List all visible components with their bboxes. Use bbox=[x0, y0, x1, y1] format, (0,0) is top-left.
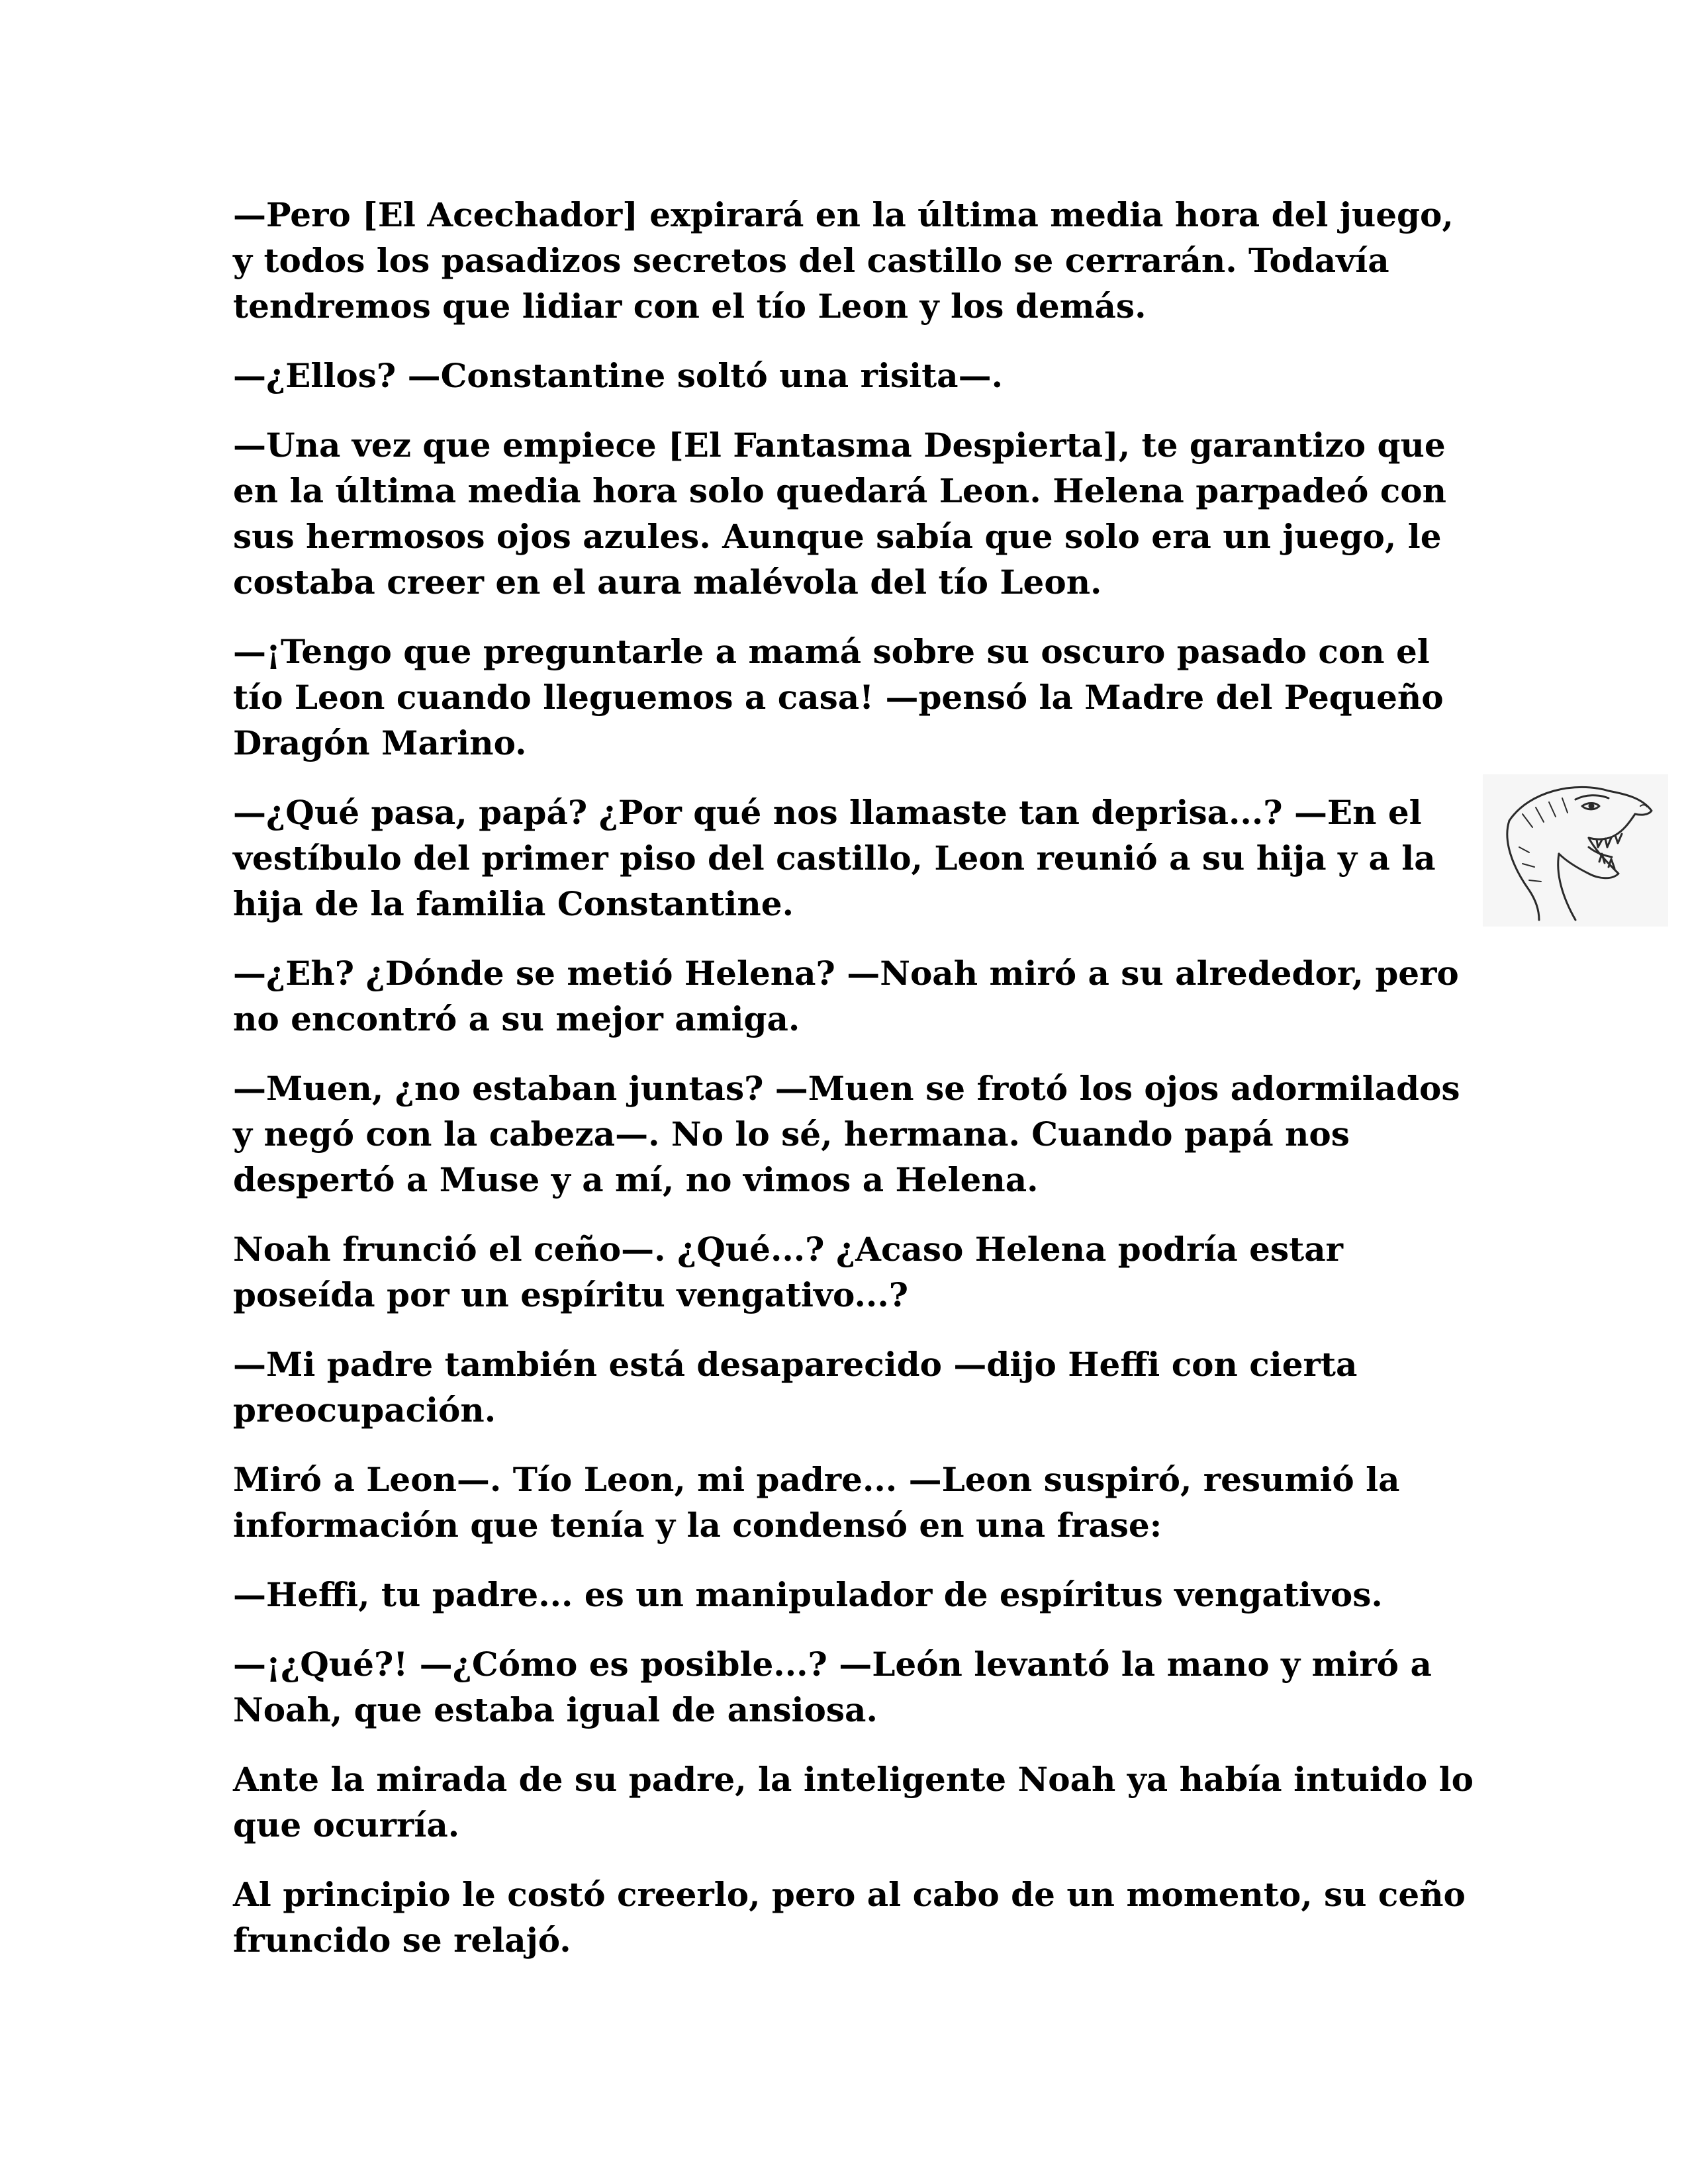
paragraph: Al principio le costó creerlo, pero al cabo de un momento, su ceño fruncido se relajó. bbox=[233, 1875, 1466, 1960]
paragraph: —Una vez que empiece [El Fantasma Despierta], te garantizo que en la última media hora solo quedará Leon. Helena parpadeó con sus hermosos ojos azules. Aunque sabía que solo era un juego, le costaba creer en el aura malévola del tío Leon. bbox=[233, 426, 1446, 602]
paragraph: —¿Qué pasa, papá? ¿Por qué nos llamaste tan deprisa...? —En el vestíbulo del primer piso del castillo, Leon reunió a su hija y a la hija de la familia Constantine. bbox=[233, 793, 1436, 923]
dragon-sketch-icon bbox=[1483, 774, 1668, 927]
paragraph: —¡¿Qué?! —¿Cómo es posible...? —León levantó la mano y miró a Noah, que estaba igual de ansiosa. bbox=[233, 1645, 1432, 1729]
paragraph: —¡Tengo que preguntarle a mamá sobre su oscuro pasado con el tío Leon cuando lleguemos a casa! —pensó la Madre del Pequeño Dragón Marino. bbox=[233, 632, 1444, 762]
paragraph: —Mi padre también está desaparecido —dijo Heffi con cierta preocupación. bbox=[233, 1345, 1358, 1430]
paragraph: —Muen, ¿no estaban juntas? —Muen se frotó los ojos adormilados y negó con la cabeza—. No lo sé, hermana. Cuando papá nos despertó a Muse y a mí, no vimos a Helena. bbox=[233, 1069, 1460, 1199]
paragraph: —¿Ellos? —Constantine soltó una risita—. bbox=[233, 356, 1003, 395]
story-text bbox=[233, 192, 1477, 1987]
paragraph: Miró a Leon—. Tío Leon, mi padre... —Leon suspiró, resumió la información que tenía y la condensó en una frase: bbox=[233, 1460, 1400, 1545]
paragraph: Noah frunció el ceño—. ¿Qué...? ¿Acaso Helena podría estar poseída por un espíritu vengativo...? bbox=[233, 1230, 1343, 1314]
paragraph: —Pero [El Acechador] expirará en la última media hora del juego, y todos los pasadizos secretos del castillo se cerrarán. Todavía tendremos que lidiar con el tío Leon y los demás. bbox=[233, 195, 1454, 326]
paragraph: Ante la mirada de su padre, la inteligente Noah ya había intuido lo que ocurría. bbox=[233, 1760, 1474, 1844]
paragraph: —¿Eh? ¿Dónde se metió Helena? —Noah miró a su alrededor, pero no encontró a su mejor amiga. bbox=[233, 954, 1459, 1038]
paragraph: —Heffi, tu padre... es un manipulador de espíritus vengativos. bbox=[233, 1575, 1383, 1614]
